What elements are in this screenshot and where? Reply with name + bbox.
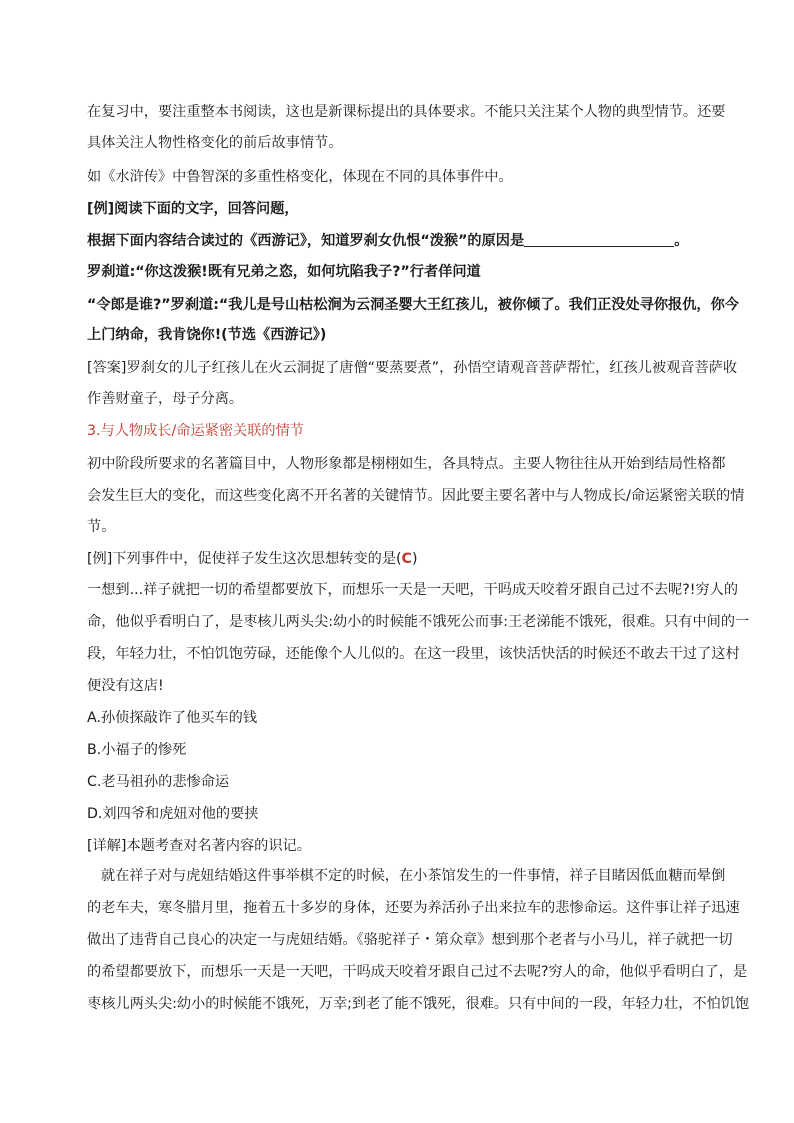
- detail-paragraph-line-4: 的希望都要放下，而想乐一天是一天吧，干吗成天咬着牙跟自己过不去呢?穷人的命，他似乎看明白了，是: [87, 964, 748, 980]
- detail-heading: [详解]本题考查对名著内容的识记。: [87, 838, 311, 854]
- example1-question-end: 。: [674, 233, 689, 249]
- example2-quote-line-1: 一想到...祥子就把一切的希望都要放下，而想乐一天是一天吧，干吗成天咬着牙跟自己过不去呢?!穷人的: [87, 582, 739, 598]
- detail-paragraph-line-3: 做出了违背自己良心的决定一与虎妞结婚。《骆驼祥子・第众章》想到那个老者与小马儿，祥子就把一切: [87, 932, 733, 948]
- example2-stem-text: [例]下列事件中，促使祥子发生这次思想转变的是(: [87, 551, 402, 567]
- example2-stem-close: ): [411, 551, 418, 567]
- section-3-heading: 3.与人物成长/命运紧密关联的情节: [87, 423, 304, 439]
- option-d: D.刘四爷和虎妞对他的要挟: [87, 806, 259, 822]
- answer-blank: [524, 232, 674, 247]
- option-c: C.老马祖孙的悲惨命运: [87, 774, 230, 790]
- section-3-paragraph-line-2: 会发生巨大的变化，而这些变化离不开名著的关键情节。因此要主要名著中与人物成长/命运紧密关联的情: [87, 488, 745, 504]
- example1-passage-line-3: 上门纳命，我肯饶你!(节选《西游记》): [87, 327, 327, 343]
- intro-paragraph-line-1: 在复习中，要注重整本书阅读，这也是新课标提出的具体要求。不能只关注某个人物的典型情节。还要: [87, 104, 726, 120]
- example2-quote-line-2: 命，他似乎看明白了，是枣核儿两头尖:幼小的时候能不饿死公而事:王老涕能不饿死，很难。只有中间的一: [87, 614, 750, 630]
- example2-stem: [87, 549, 418, 569]
- option-a: A.孙侦探敲诈了他买车的钱: [87, 710, 258, 726]
- example1-heading: [例]阅读下面的文字，回答问题，: [87, 201, 299, 217]
- detail-paragraph-line-1: 就在祥子对与虎妞结婚这件事举棋不定的时候，在小茶馆发生的一件事情，祥子目睹因低血糖而晕倒: [101, 868, 726, 884]
- example1-passage-line-1: 罗刹道:“你这泼猴!既有兄弟之恣，如何坑陷我子?”行者佯问道: [87, 264, 481, 280]
- example1-answer-line-1: [答案]罗刹女的儿子红孩儿在火云洞捉了唐僧“要蒸要煮”，孙悟空请观音菩萨帮忙，红孩儿被观音菩萨收: [87, 360, 738, 376]
- detail-paragraph-line-2: 的老车夫，寒冬腊月里，拖着五十多岁的身体，还要为养活孙子出来拉车的悲惨命运。这件事让祥子迅速: [87, 900, 740, 916]
- section-3-paragraph-line-1: 初中阶段所要求的名著篇目中，人物形象都是栩栩如生，各具特点。主要人物往往从开始到结局性格都: [87, 456, 726, 472]
- example2-answer-letter: C: [401, 551, 412, 567]
- example1-question: [87, 231, 688, 251]
- example2-quote-line-3: 段，年轻力壮，不怕饥饱劳碌，还能像个人儿似的。在这一段里，该快活快活的时候还不敢去干过了这村: [87, 646, 740, 662]
- option-b: B.小福子的惨死: [87, 742, 187, 758]
- intro-paragraph-line-2: 具体关注人物性格变化的前后故事情节。: [87, 135, 343, 151]
- example2-quote-line-4: 便没有这店!: [87, 678, 164, 694]
- example1-answer-line-2: 作善财童子，母子分离。: [87, 391, 244, 407]
- detail-paragraph-line-5: 枣核儿两头尖:幼小的时候能不饿死，万幸;到老了能不饿死，很难。只有中间的一段，年轻力壮，不怕饥饱: [87, 996, 750, 1012]
- intro-example-sentence: 如《水浒传》中鲁智深的多重性格变化，体现在不同的具体事件中。: [87, 169, 513, 185]
- example1-passage-line-2: “令郎是谁?”罗刹道:“我儿是号山枯松涧为云洞圣婴大王红孩儿，被你倾了。我们正没处寻你报仇，你今: [87, 297, 739, 313]
- section-3-paragraph-line-3: 节。: [87, 519, 116, 535]
- example1-question-text: 根据下面内容结合读过的《西游记》，知道罗刹女仇恨“泼猴”的原因是: [87, 233, 525, 249]
